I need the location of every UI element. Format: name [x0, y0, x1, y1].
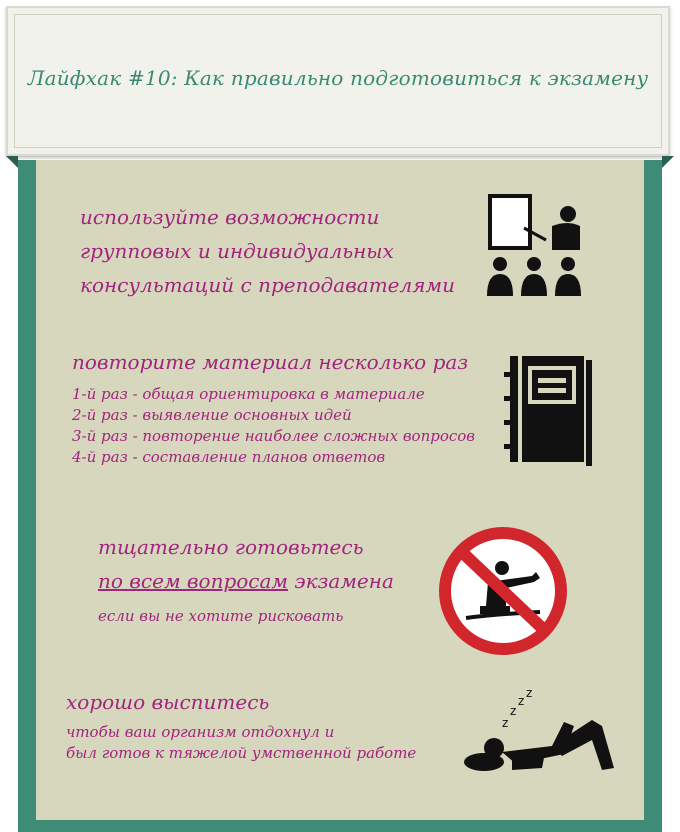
tip2-item: 3-й раз - повторение наиболее сложных вопросов — [72, 427, 476, 445]
tip4-heading: хорошо выспитесь — [66, 690, 270, 714]
tip2-item: 1-й раз - общая ориентировка в материале — [72, 385, 425, 403]
notebook-icon — [500, 352, 596, 468]
tip2-item: 2-й раз - выявление основных идей — [72, 406, 352, 424]
tip4-line: был готов к тяжелой умственной работе — [66, 744, 417, 762]
tip3-note: если вы не хотите рисковать — [98, 607, 344, 625]
tip1-line: используйте возможности — [80, 205, 380, 229]
tip4-line: чтобы ваш организм отдохнул и — [66, 723, 335, 741]
tip3-line2-rest: экзамена — [288, 569, 394, 593]
no-cheating-icon — [436, 524, 570, 658]
tip4-text — [66, 722, 416, 764]
tip1-line: групповых и индивидуальных — [80, 239, 394, 263]
tip3-line2 — [98, 564, 394, 598]
title-banner — [6, 6, 670, 156]
tip1-line: консультаций с преподавателями — [80, 273, 455, 297]
ribbon-fold-left — [6, 156, 18, 168]
tip1-text — [80, 200, 455, 302]
ribbon-fold-right — [662, 156, 674, 168]
sleeping-person-icon — [452, 712, 622, 784]
tip3-line1: тщательно готовьтесь — [98, 535, 364, 559]
tip2-heading: повторите материал несколько раз — [72, 350, 469, 374]
tip2-item: 4-й раз - составление планов ответов — [72, 448, 386, 466]
presentation-icon — [484, 192, 584, 300]
page-title: Лайфхак #10: Как правильно подготовиться к экзамену — [27, 66, 649, 90]
tip3-text — [98, 530, 394, 598]
tip3-underlined: по всем вопросам — [98, 569, 289, 593]
tip2-list — [72, 384, 475, 468]
